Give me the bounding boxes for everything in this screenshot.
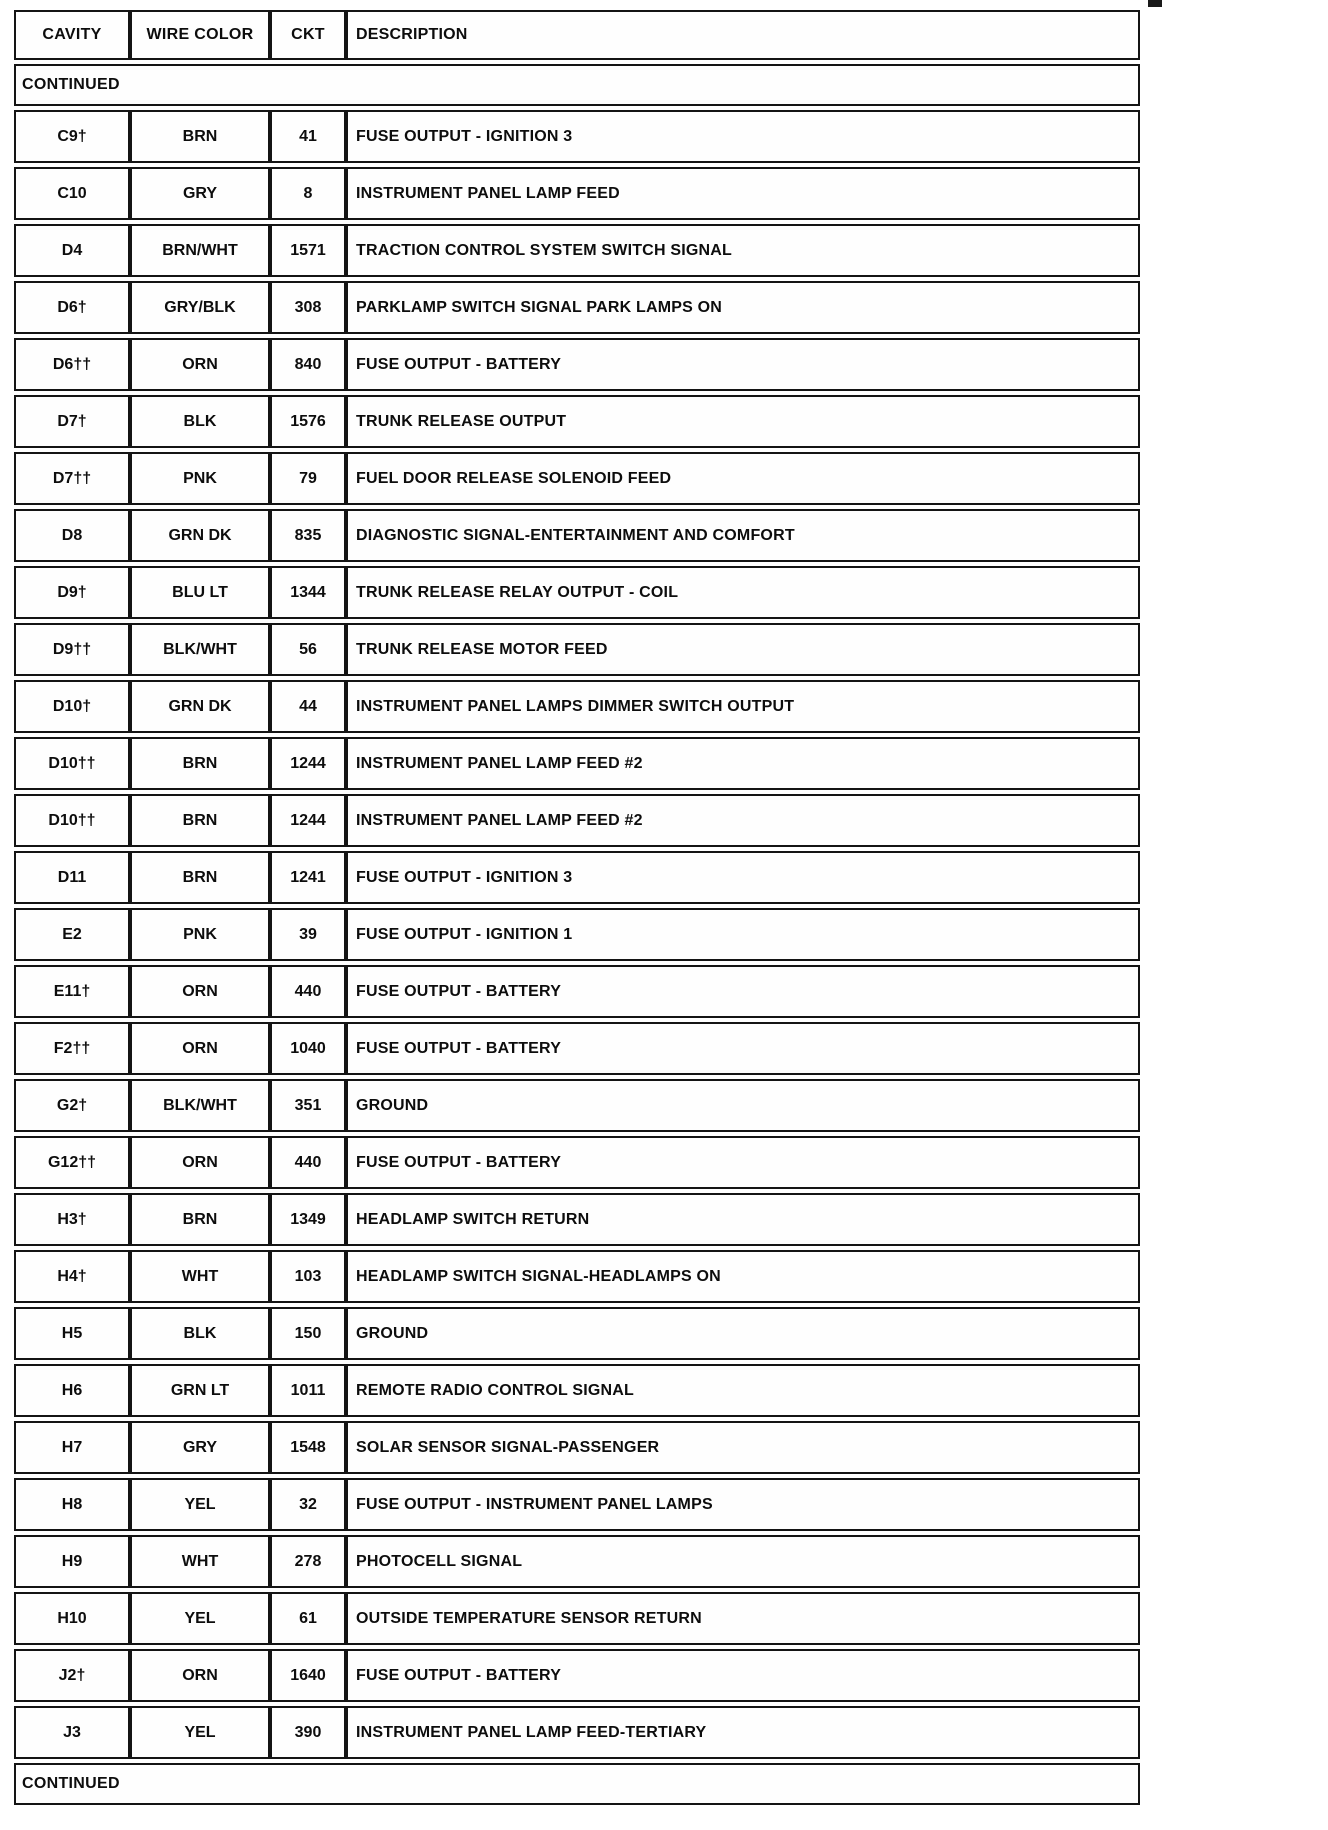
table-row bbox=[14, 338, 1140, 391]
ckt-cell: 840 bbox=[270, 338, 346, 391]
description-cell: FUSE OUTPUT - BATTERY bbox=[346, 1649, 1140, 1702]
wire-color-cell: YEL bbox=[130, 1478, 270, 1531]
continued-label: CONTINUED bbox=[14, 64, 1140, 106]
wire-color-cell: PNK bbox=[130, 452, 270, 505]
ckt-cell: 56 bbox=[270, 623, 346, 676]
table-row bbox=[14, 395, 1140, 448]
description-cell: FUSE OUTPUT - IGNITION 3 bbox=[346, 851, 1140, 904]
table-row bbox=[14, 1364, 1140, 1417]
table-row bbox=[14, 1022, 1140, 1075]
wire-color-cell: BLK/WHT bbox=[130, 623, 270, 676]
wire-color-cell: ORN bbox=[130, 965, 270, 1018]
header-description: DESCRIPTION bbox=[346, 10, 1140, 60]
wire-color-cell: WHT bbox=[130, 1250, 270, 1303]
cavity-cell: H3† bbox=[14, 1193, 130, 1246]
description-cell: FUSE OUTPUT - IGNITION 1 bbox=[346, 908, 1140, 961]
cavity-cell: H10 bbox=[14, 1592, 130, 1645]
ckt-cell: 61 bbox=[270, 1592, 346, 1645]
cavity-cell: F2†† bbox=[14, 1022, 130, 1075]
wire-color-cell: GRY bbox=[130, 1421, 270, 1474]
description-cell: OUTSIDE TEMPERATURE SENSOR RETURN bbox=[346, 1592, 1140, 1645]
cavity-cell: E2 bbox=[14, 908, 130, 961]
ckt-cell: 1241 bbox=[270, 851, 346, 904]
cavity-cell: D11 bbox=[14, 851, 130, 904]
description-cell: INSTRUMENT PANEL LAMP FEED #2 bbox=[346, 737, 1140, 790]
ckt-cell: 1244 bbox=[270, 737, 346, 790]
ckt-cell: 32 bbox=[270, 1478, 346, 1531]
table-row bbox=[14, 908, 1140, 961]
wire-color-cell: GRY/BLK bbox=[130, 281, 270, 334]
header-row bbox=[14, 10, 1140, 60]
table-row bbox=[14, 794, 1140, 847]
cavity-cell: G12†† bbox=[14, 1136, 130, 1189]
table-row bbox=[14, 566, 1140, 619]
cavity-cell: H7 bbox=[14, 1421, 130, 1474]
wire-color-cell: BRN bbox=[130, 851, 270, 904]
ckt-cell: 44 bbox=[270, 680, 346, 733]
table-row bbox=[14, 1307, 1140, 1360]
cavity-cell: D6† bbox=[14, 281, 130, 334]
wire-color-cell: BRN bbox=[130, 737, 270, 790]
cavity-cell: H5 bbox=[14, 1307, 130, 1360]
ckt-cell: 440 bbox=[270, 1136, 346, 1189]
description-cell: GROUND bbox=[346, 1307, 1140, 1360]
wire-color-cell: BLK bbox=[130, 395, 270, 448]
description-cell: PHOTOCELL SIGNAL bbox=[346, 1535, 1140, 1588]
description-cell: HEADLAMP SWITCH SIGNAL-HEADLAMPS ON bbox=[346, 1250, 1140, 1303]
wire-color-cell: YEL bbox=[130, 1706, 270, 1759]
description-cell: FUSE OUTPUT - BATTERY bbox=[346, 965, 1140, 1018]
ckt-cell: 390 bbox=[270, 1706, 346, 1759]
table-row bbox=[14, 1592, 1140, 1645]
description-cell: TRUNK RELEASE RELAY OUTPUT - COIL bbox=[346, 566, 1140, 619]
table-row bbox=[14, 1535, 1140, 1588]
ckt-cell: 1349 bbox=[270, 1193, 346, 1246]
description-cell: FUSE OUTPUT - INSTRUMENT PANEL LAMPS bbox=[346, 1478, 1140, 1531]
wire-color-cell: BRN bbox=[130, 1193, 270, 1246]
ckt-cell: 1571 bbox=[270, 224, 346, 277]
wire-color-cell: GRN DK bbox=[130, 680, 270, 733]
table-row bbox=[14, 737, 1140, 790]
continued-row-bottom bbox=[14, 1763, 1140, 1805]
wire-color-cell: PNK bbox=[130, 908, 270, 961]
ckt-cell: 1640 bbox=[270, 1649, 346, 1702]
ckt-cell: 1576 bbox=[270, 395, 346, 448]
wire-color-cell: ORN bbox=[130, 338, 270, 391]
cavity-cell: D6†† bbox=[14, 338, 130, 391]
description-cell: FUSE OUTPUT - IGNITION 3 bbox=[346, 110, 1140, 163]
ckt-cell: 1011 bbox=[270, 1364, 346, 1417]
cavity-cell: E11† bbox=[14, 965, 130, 1018]
cavity-cell: G2† bbox=[14, 1079, 130, 1132]
scan-artifact bbox=[1148, 0, 1162, 7]
description-cell: INSTRUMENT PANEL LAMP FEED bbox=[346, 167, 1140, 220]
description-cell: FUEL DOOR RELEASE SOLENOID FEED bbox=[346, 452, 1140, 505]
description-cell: REMOTE RADIO CONTROL SIGNAL bbox=[346, 1364, 1140, 1417]
wire-color-cell: GRN DK bbox=[130, 509, 270, 562]
wire-color-cell: BLK/WHT bbox=[130, 1079, 270, 1132]
cavity-cell: C9† bbox=[14, 110, 130, 163]
description-cell: INSTRUMENT PANEL LAMP FEED #2 bbox=[346, 794, 1140, 847]
ckt-cell: 103 bbox=[270, 1250, 346, 1303]
description-cell: HEADLAMP SWITCH RETURN bbox=[346, 1193, 1140, 1246]
cavity-cell: D7† bbox=[14, 395, 130, 448]
description-cell: TRUNK RELEASE OUTPUT bbox=[346, 395, 1140, 448]
header-ckt: CKT bbox=[270, 10, 346, 60]
ckt-cell: 278 bbox=[270, 1535, 346, 1588]
continued-row-top bbox=[14, 64, 1140, 106]
wire-color-cell: BLU LT bbox=[130, 566, 270, 619]
cavity-cell: D9† bbox=[14, 566, 130, 619]
description-cell: FUSE OUTPUT - BATTERY bbox=[346, 1022, 1140, 1075]
cavity-cell: D10†† bbox=[14, 794, 130, 847]
cavity-cell: D10† bbox=[14, 680, 130, 733]
table-row bbox=[14, 851, 1140, 904]
wire-color-cell: GRN LT bbox=[130, 1364, 270, 1417]
description-cell: SOLAR SENSOR SIGNAL-PASSENGER bbox=[346, 1421, 1140, 1474]
description-cell: FUSE OUTPUT - BATTERY bbox=[346, 1136, 1140, 1189]
ckt-cell: 1244 bbox=[270, 794, 346, 847]
cavity-cell: H6 bbox=[14, 1364, 130, 1417]
ckt-cell: 835 bbox=[270, 509, 346, 562]
ckt-cell: 79 bbox=[270, 452, 346, 505]
cavity-cell: D7†† bbox=[14, 452, 130, 505]
ckt-cell: 8 bbox=[270, 167, 346, 220]
description-cell: TRUNK RELEASE MOTOR FEED bbox=[346, 623, 1140, 676]
wire-color-cell: WHT bbox=[130, 1535, 270, 1588]
table-row bbox=[14, 452, 1140, 505]
table-row bbox=[14, 281, 1140, 334]
table-row bbox=[14, 1706, 1140, 1759]
ckt-cell: 150 bbox=[270, 1307, 346, 1360]
continued-label: CONTINUED bbox=[14, 1763, 1140, 1805]
table-row bbox=[14, 1193, 1140, 1246]
ckt-cell: 440 bbox=[270, 965, 346, 1018]
cavity-cell: H9 bbox=[14, 1535, 130, 1588]
cavity-cell: H4† bbox=[14, 1250, 130, 1303]
ckt-cell: 1548 bbox=[270, 1421, 346, 1474]
cavity-cell: J3 bbox=[14, 1706, 130, 1759]
wiring-table bbox=[14, 6, 1140, 1809]
description-cell: DIAGNOSTIC SIGNAL-ENTERTAINMENT AND COMFORT bbox=[346, 509, 1140, 562]
cavity-cell: C10 bbox=[14, 167, 130, 220]
wire-color-cell: ORN bbox=[130, 1022, 270, 1075]
ckt-cell: 41 bbox=[270, 110, 346, 163]
wire-color-cell: BRN bbox=[130, 794, 270, 847]
description-cell: GROUND bbox=[346, 1079, 1140, 1132]
header-cavity: CAVITY bbox=[14, 10, 130, 60]
header-wire-color: WIRE COLOR bbox=[130, 10, 270, 60]
cavity-cell: J2† bbox=[14, 1649, 130, 1702]
ckt-cell: 308 bbox=[270, 281, 346, 334]
cavity-cell: D8 bbox=[14, 509, 130, 562]
table-row bbox=[14, 509, 1140, 562]
wire-color-cell: BLK bbox=[130, 1307, 270, 1360]
description-cell: INSTRUMENT PANEL LAMPS DIMMER SWITCH OUTPUT bbox=[346, 680, 1140, 733]
description-cell: TRACTION CONTROL SYSTEM SWITCH SIGNAL bbox=[346, 224, 1140, 277]
table-row bbox=[14, 1649, 1140, 1702]
ckt-cell: 351 bbox=[270, 1079, 346, 1132]
table-row bbox=[14, 1079, 1140, 1132]
wire-color-cell: GRY bbox=[130, 167, 270, 220]
wire-color-cell: YEL bbox=[130, 1592, 270, 1645]
table-row bbox=[14, 965, 1140, 1018]
table-row bbox=[14, 1421, 1140, 1474]
table-row bbox=[14, 110, 1140, 163]
description-cell: INSTRUMENT PANEL LAMP FEED-TERTIARY bbox=[346, 1706, 1140, 1759]
table-row bbox=[14, 680, 1140, 733]
table-row bbox=[14, 1136, 1140, 1189]
cavity-cell: H8 bbox=[14, 1478, 130, 1531]
table-row bbox=[14, 167, 1140, 220]
wire-color-cell: ORN bbox=[130, 1649, 270, 1702]
cavity-cell: D9†† bbox=[14, 623, 130, 676]
description-cell: PARKLAMP SWITCH SIGNAL PARK LAMPS ON bbox=[346, 281, 1140, 334]
ckt-cell: 1040 bbox=[270, 1022, 346, 1075]
wire-color-cell: BRN/WHT bbox=[130, 224, 270, 277]
table-row bbox=[14, 1478, 1140, 1531]
ckt-cell: 1344 bbox=[270, 566, 346, 619]
table-row bbox=[14, 224, 1140, 277]
table-row bbox=[14, 1250, 1140, 1303]
table-row bbox=[14, 623, 1140, 676]
cavity-cell: D4 bbox=[14, 224, 130, 277]
ckt-cell: 39 bbox=[270, 908, 346, 961]
wire-color-cell: ORN bbox=[130, 1136, 270, 1189]
wire-color-cell: BRN bbox=[130, 110, 270, 163]
description-cell: FUSE OUTPUT - BATTERY bbox=[346, 338, 1140, 391]
cavity-cell: D10†† bbox=[14, 737, 130, 790]
